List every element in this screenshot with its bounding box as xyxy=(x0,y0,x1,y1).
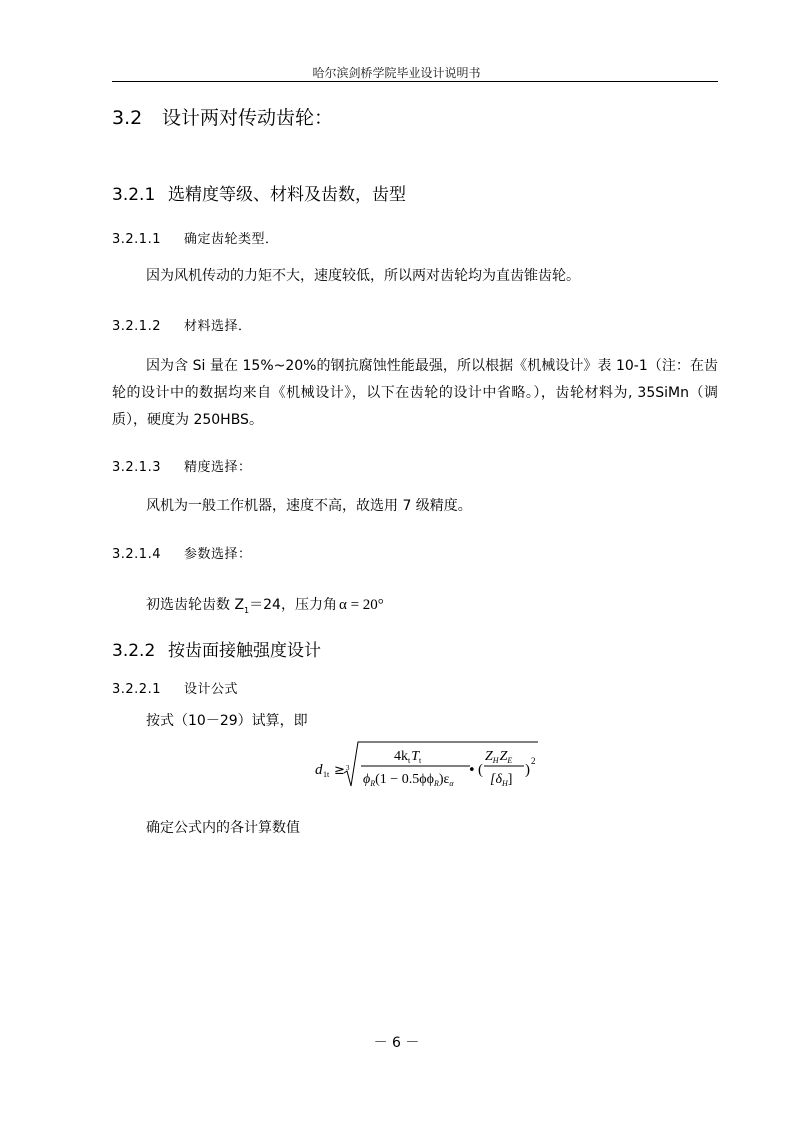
formula-den2: $[\delta_H]$ xyxy=(490,772,513,788)
formula-open-paren: ( xyxy=(478,762,483,778)
pressure-angle: α = 20° xyxy=(338,597,384,613)
subsection-heading-3-2-1-4 xyxy=(112,543,252,562)
formula-num1: $4k_tT_t$ xyxy=(394,749,422,765)
subsection-heading-3-2-1-3 xyxy=(112,456,252,475)
formula-lhs: d xyxy=(315,762,323,778)
section-heading-3-2 xyxy=(112,103,333,130)
subsection-heading-3-2-2-1 xyxy=(112,678,238,697)
section-title: 选精度等级、材料及齿数，齿型 xyxy=(168,185,406,205)
subsection-title: 设计公式 xyxy=(184,682,239,697)
param-subscript: 1 xyxy=(244,605,250,615)
formula-svg xyxy=(310,740,550,790)
subsection-number: 3.2.1.2 xyxy=(112,319,161,334)
subsection-heading-3-2-1-1 xyxy=(112,228,279,247)
section-heading-3-2-2 xyxy=(112,636,321,661)
subsection-number: 3.2.1.4 xyxy=(112,547,161,562)
formula-relation: ≥ xyxy=(334,763,345,778)
paragraph-gear-type: 因为风机传动的力矩不大，速度较低，所以两对齿轮均为直齿锥齿轮。 xyxy=(146,268,580,284)
param-text: 初选齿轮齿数 Z xyxy=(146,597,245,613)
formula-power: 2 xyxy=(531,756,536,766)
page-header: 哈尔滨剑桥学院毕业设计说明书 xyxy=(312,66,481,80)
subsection-title: 精度选择： xyxy=(184,460,252,475)
paragraph-after-formula: 确定公式内的各计算数值 xyxy=(146,820,300,836)
formula-root-index: 3 xyxy=(346,764,350,772)
paragraph-material: 因为含 Si 量在 15%~20%的钢抗腐蚀性能最强，所以根据《机械设计》表 10-1（注：在齿轮的设计中的数据均来自《机械设计》，以下在齿轮的设计中省略。），齿轮材料为, 35SiMn（调质），硬度为 250HBS。 xyxy=(112,358,718,428)
section-number: 3.2.2 xyxy=(112,641,156,661)
section-number: 3.2.1 xyxy=(112,185,156,205)
formula-den1: $\phi_R(1 - 0.5\phi\phi_R)\varepsilon_\alpha$ xyxy=(363,772,454,788)
subsection-heading-3-2-1-2 xyxy=(112,315,252,334)
subsection-title: 参数选择： xyxy=(184,547,252,562)
section-heading-3-2-1 xyxy=(112,180,406,205)
header-rule xyxy=(112,81,718,82)
formula-dot: • xyxy=(468,763,476,778)
subsection-number: 3.2.1.3 xyxy=(112,460,161,475)
subsection-title: 材料选择． xyxy=(184,319,252,334)
section-number: 3.2 xyxy=(112,107,143,129)
subsection-number: 3.2.1.1 xyxy=(112,232,161,247)
paragraph-parameters xyxy=(146,594,384,615)
formula-lhs-sub: 1t xyxy=(323,770,330,779)
design-formula xyxy=(310,740,550,790)
subsection-number: 3.2.2.1 xyxy=(112,682,161,697)
formula-num2: $Z_HZ_E$ xyxy=(485,749,513,765)
paragraph-formula-intro: 按式（10－29）试算，即 xyxy=(146,713,308,729)
subsection-title: 确定齿轮类型． xyxy=(184,232,279,247)
formula-close-paren: ) xyxy=(525,762,530,778)
page-number: － 6 － xyxy=(373,1035,420,1051)
param-text-mid: ＝24，压力角 xyxy=(249,597,337,613)
paragraph-precision: 风机为一般工作机器，速度不高，故选用 7 级精度。 xyxy=(146,498,472,514)
section-title: 设计两对传动齿轮： xyxy=(162,107,334,129)
section-title: 按齿面接触强度设计 xyxy=(168,641,321,661)
